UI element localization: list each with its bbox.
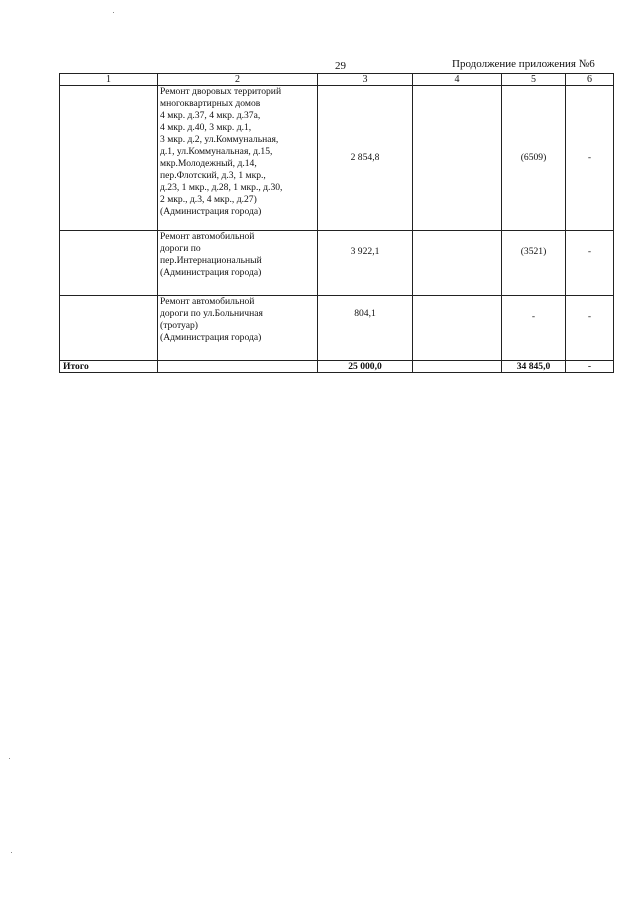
scan-speck [9, 758, 10, 759]
page-number: 29 [335, 60, 346, 72]
table-cell-col6: - [566, 86, 614, 231]
table-row [60, 231, 614, 296]
appendix-table [59, 73, 614, 373]
table-cell-col1 [60, 231, 158, 296]
description-line: пер.Интернациональный [160, 255, 262, 266]
description-line: д.1, ул.Коммунальная, д.15, [160, 146, 273, 157]
table-cell-col5: - [502, 296, 566, 361]
total-label: Итого [60, 361, 158, 373]
column-number-row [60, 74, 614, 86]
description-line: (Администрация города) [160, 267, 262, 278]
total-cell-col4 [413, 361, 502, 373]
description-line: 3 мкр. д.2, ул.Коммунальная, [160, 134, 279, 145]
table-cell-description [158, 296, 318, 361]
description-line: Ремонт дворовых территорий [160, 86, 282, 97]
description-line: (тротуар) [160, 320, 198, 331]
table-cell-col1 [60, 86, 158, 231]
appendix-caption: Продолжение приложения №6 [452, 58, 595, 70]
table-cell-col3: 3 922,1 [318, 231, 413, 296]
table-cell-col4 [413, 296, 502, 361]
description-line: Ремонт автомобильной [160, 296, 255, 307]
table-row [60, 296, 614, 361]
description-line: дороги по [160, 243, 201, 254]
description-line: (Администрация города) [160, 332, 262, 343]
description-line: Ремонт автомобильной [160, 231, 255, 242]
description-line: д.23, 1 мкр., д.28, 1 мкр., д.30, [160, 182, 283, 193]
column-header: 2 [158, 74, 318, 86]
total-cell-col5: 34 845,0 [502, 361, 566, 373]
scan-speck [113, 12, 114, 13]
description-line: дороги по ул.Больничная [160, 308, 263, 319]
column-header: 4 [413, 74, 502, 86]
description-line: 2 мкр., д.3, 4 мкр., д.27) [160, 194, 257, 205]
table-cell-col4 [413, 231, 502, 296]
description-line: мкр.Молодежный, д.14, [160, 158, 257, 169]
table-cell-col3: 804,1 [318, 296, 413, 361]
description-line: (Администрация города) [160, 206, 262, 217]
table-cell-description [158, 231, 318, 296]
table-cell-col3: 2 854,8 [318, 86, 413, 231]
column-header: 5 [502, 74, 566, 86]
scan-speck [11, 852, 12, 853]
description-line: 4 мкр. д.37, 4 мкр. д.37а, [160, 110, 261, 121]
table-cell-description [158, 86, 318, 231]
table-cell-col4 [413, 86, 502, 231]
total-cell-col2 [158, 361, 318, 373]
description-line: пер.Флотский, д.3, 1 мкр., [160, 170, 266, 181]
column-header: 3 [318, 74, 413, 86]
table-row [60, 86, 614, 231]
description-line: многоквартирных домов [160, 98, 261, 109]
table-cell-col6: - [566, 296, 614, 361]
total-cell-col3: 25 000,0 [318, 361, 413, 373]
total-row [60, 361, 614, 373]
table-cell-col6: - [566, 231, 614, 296]
table-cell-col5: (3521) [502, 231, 566, 296]
table-cell-col1 [60, 296, 158, 361]
column-header: 1 [60, 74, 158, 86]
description-line: 4 мкр. д.40, 3 мкр. д.1, [160, 122, 252, 133]
column-header: 6 [566, 74, 614, 86]
total-cell-col6: - [566, 361, 614, 373]
table-cell-col5: (6509) [502, 86, 566, 231]
